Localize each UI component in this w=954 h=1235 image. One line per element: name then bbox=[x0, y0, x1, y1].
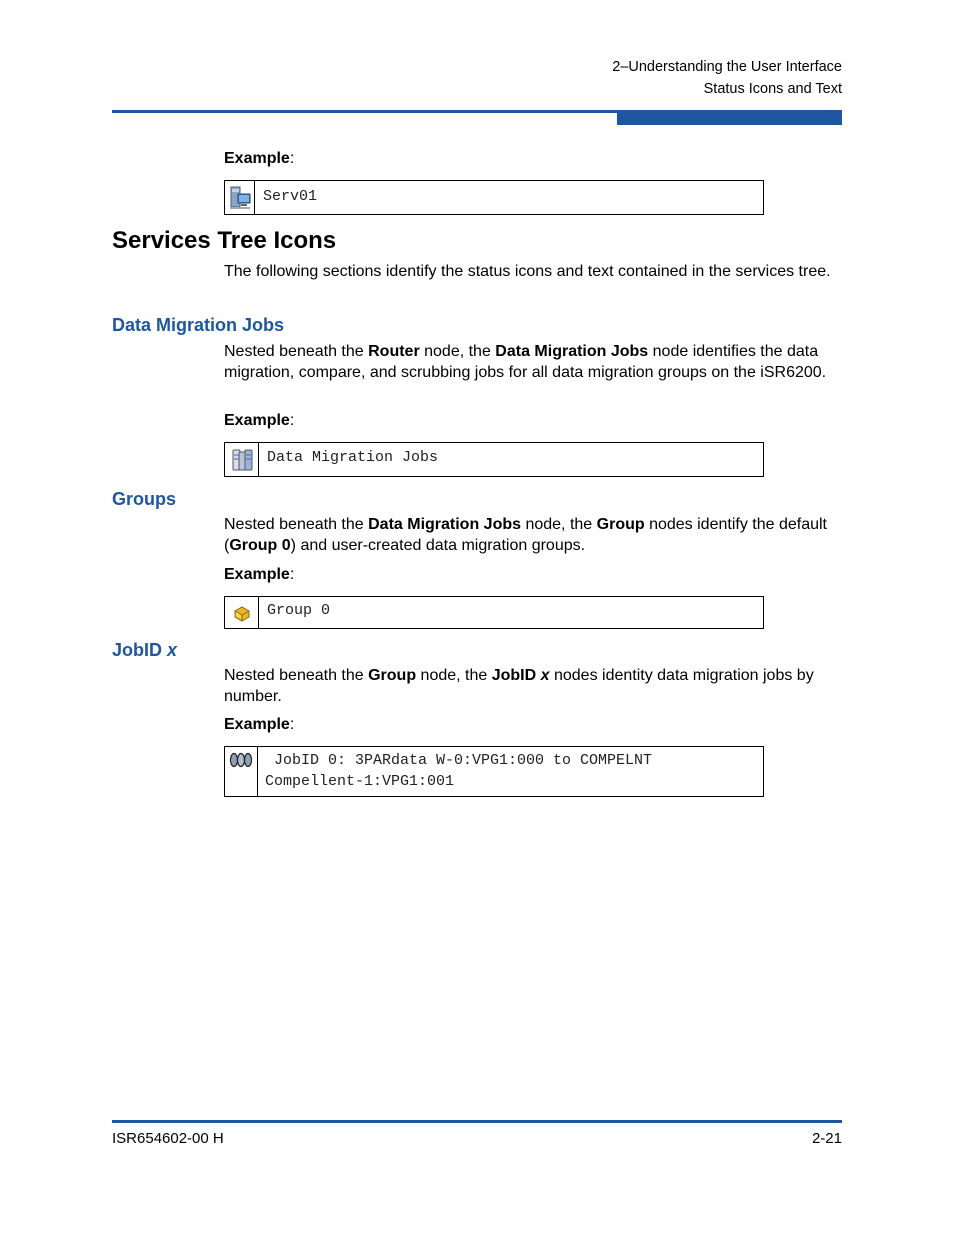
section-intro: The following sections identify the status icons and text contained in the services tree. bbox=[224, 263, 831, 280]
example-label: Example: bbox=[224, 150, 295, 167]
footer-rule bbox=[112, 1120, 842, 1123]
group-icon bbox=[225, 597, 259, 628]
heading-groups: Groups bbox=[112, 489, 177, 509]
example-label: Example: bbox=[224, 716, 295, 733]
example-text-jobid: JobID 0: 3PARdata W-0:VPG1:000 to COMPELNT Compellent-1:VPG1:001 bbox=[265, 752, 653, 790]
page-title: Services Tree Icons bbox=[112, 227, 337, 254]
example-text-data-migration-jobs: Data Migration Jobs bbox=[267, 449, 439, 466]
header-rule bbox=[112, 110, 617, 113]
example-box-server bbox=[224, 180, 764, 215]
example-box-jobid bbox=[224, 746, 764, 797]
server-computer-icon bbox=[225, 181, 255, 214]
paragraph-groups: Nested beneath the Data Migration Jobs node, the Group nodes identify the default (Group 0) and user-created data migration groups. bbox=[224, 516, 827, 554]
paragraph-jobid: Nested beneath the Group node, the JobID x nodes identity data migration jobs by number. bbox=[224, 667, 814, 705]
example-box-group bbox=[224, 596, 764, 629]
running-header-section: Status Icons and Text bbox=[703, 81, 842, 97]
job-icon bbox=[225, 747, 258, 796]
footer-doc-id: ISR654602-00 H bbox=[112, 1130, 224, 1147]
heading-data-migration-jobs: Data Migration Jobs bbox=[112, 315, 285, 335]
data-migration-jobs-icon bbox=[225, 443, 259, 476]
heading-jobid: JobID x bbox=[112, 640, 178, 660]
example-text-server: Serv01 bbox=[263, 188, 318, 205]
paragraph-data-migration-jobs: Nested beneath the Router node, the Data Migration Jobs node identifies the data migration, compare, and scrubbing jobs for all data migration groups on the iSR6200. bbox=[224, 343, 827, 381]
example-text-group: Group 0 bbox=[267, 602, 331, 619]
example-box-data-migration-jobs bbox=[224, 442, 764, 477]
header-rule-accent bbox=[617, 110, 842, 125]
example-label: Example: bbox=[224, 566, 295, 583]
example-label: Example: bbox=[224, 412, 295, 429]
running-header-chapter: 2–Understanding the User Interface bbox=[612, 59, 842, 75]
footer-page-number: 2-21 bbox=[811, 1130, 842, 1147]
